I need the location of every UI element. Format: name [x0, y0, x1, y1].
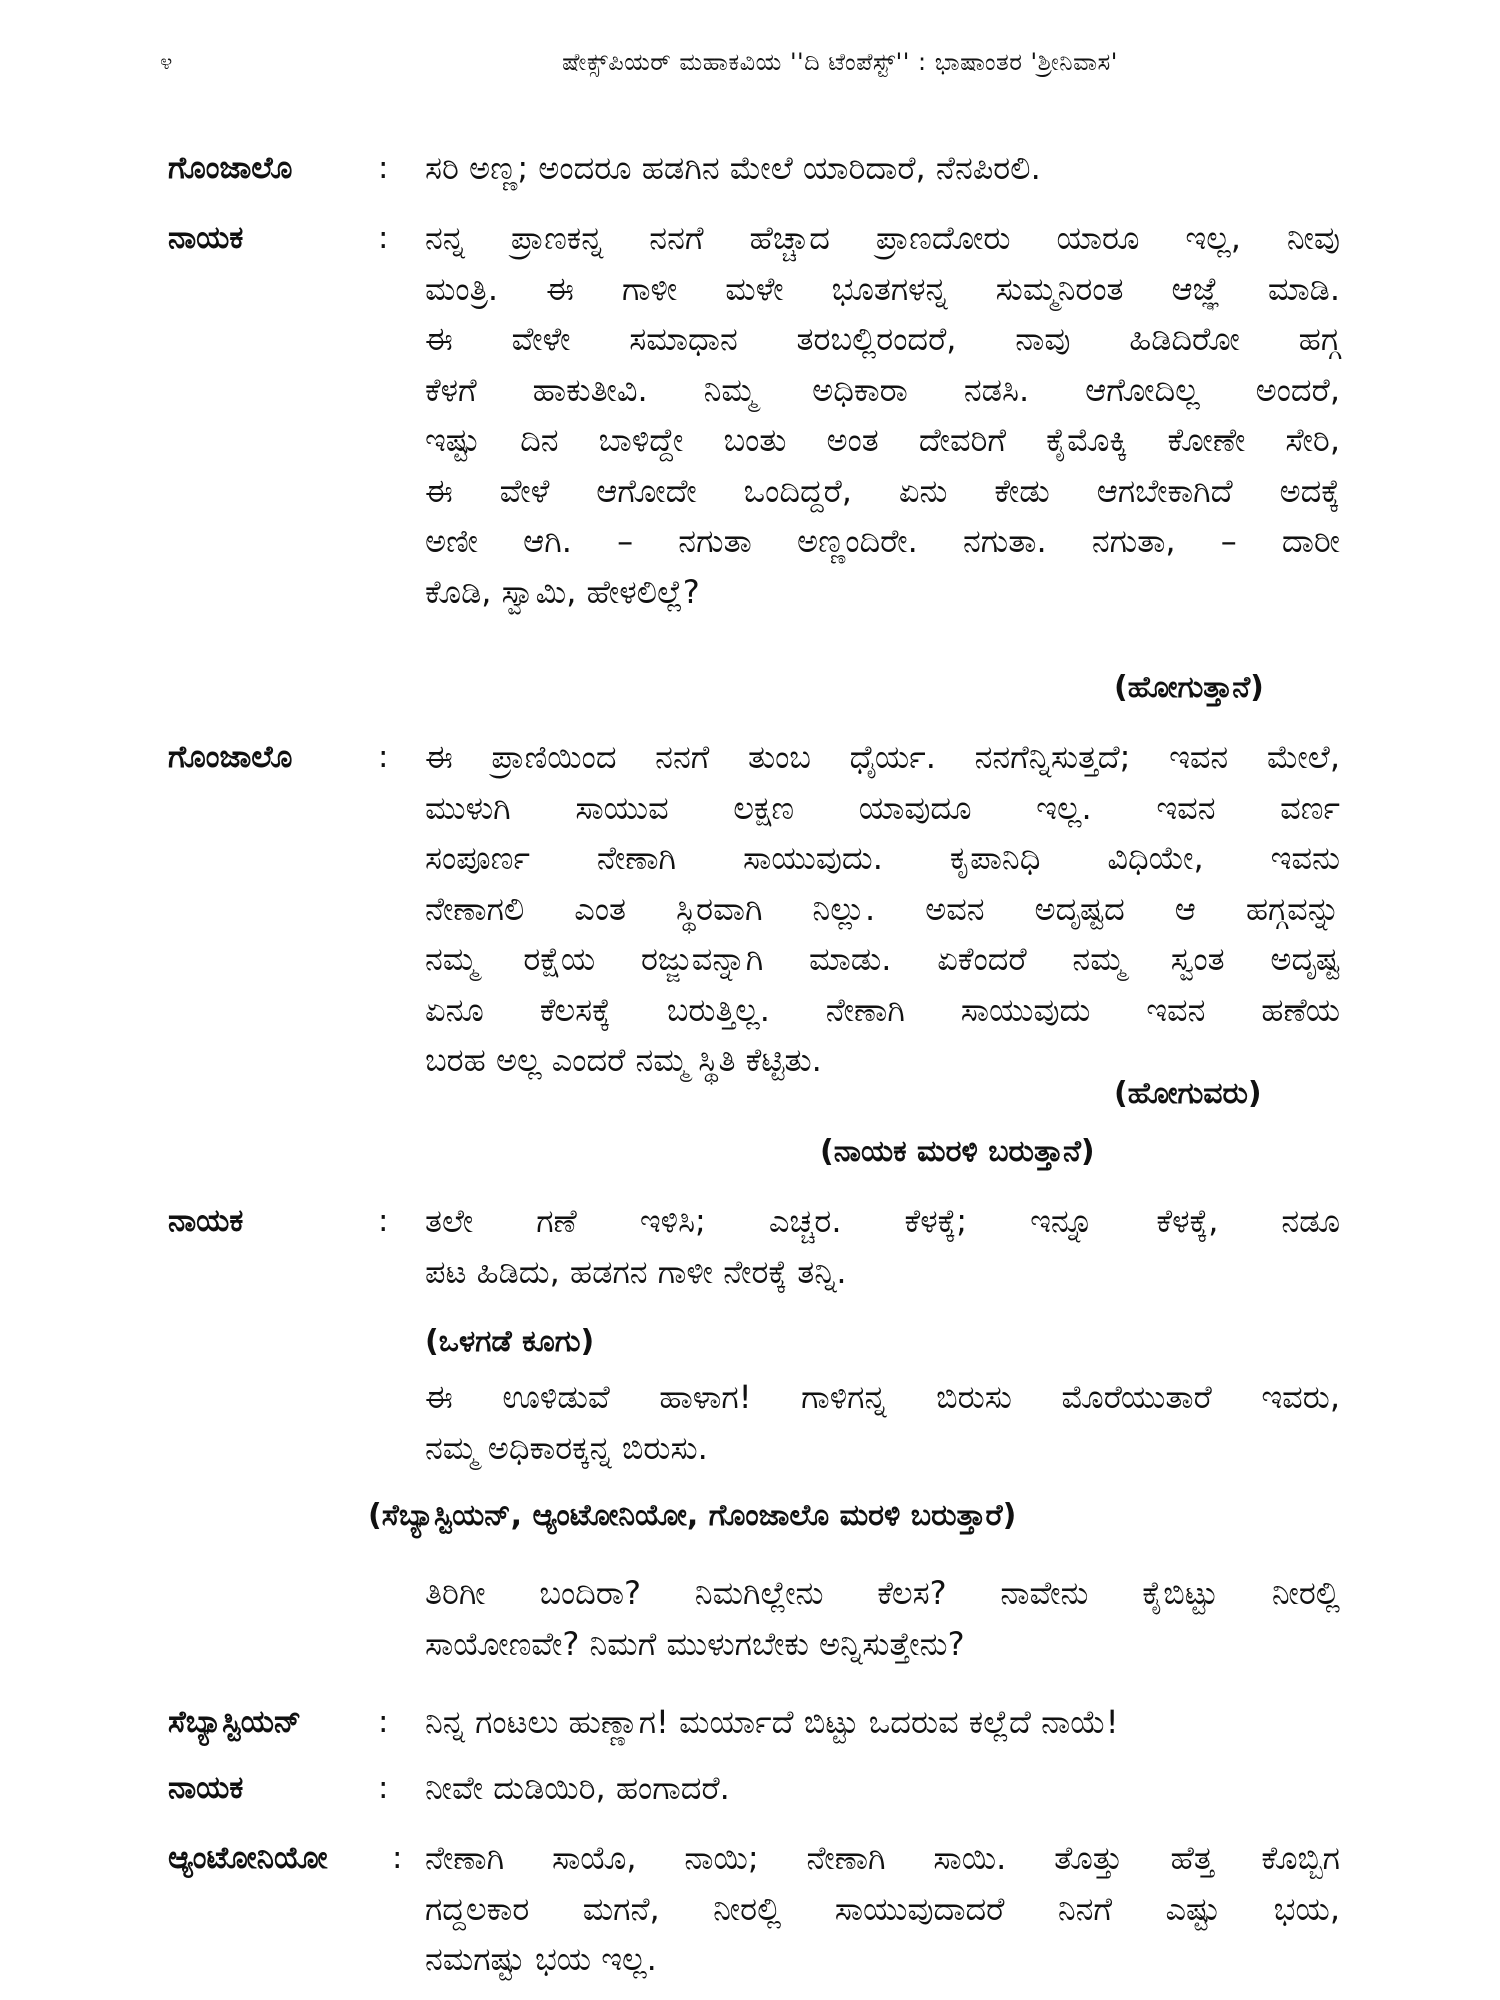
speech-line: ನಮ್ಮ ರಕ್ಷೆಯ ರಜ್ಜುವನ್ನಾಗಿ ಮಾಡು. ಏಕೆಂದರೆ ನಮ್ಮ ಸ್ವಂತ ಅದೃಷ್ಟ — [425, 940, 1340, 978]
stage-direction-exits: (ಹೋಗುತ್ತಾನೆ) — [1114, 670, 1264, 705]
speech-text — [425, 1697, 1340, 1748]
speaker-name: ಆ್ಯಂಟೋನಿಯೋ — [168, 1840, 328, 1876]
speaker-colon: : — [392, 1840, 403, 1876]
stage-direction-others-return: (ಸೆಬ್ಯಾಸ್ಟಿಯನ್, ಆ್ಯಂಟೋನಿಯೋ, ಗೊಂಜಾಲೊ ಮರಳಿ ಬರುತ್ತಾರೆ) — [368, 1498, 1017, 1533]
speech-line: ಏನೂ ಕೆಲಸಕ್ಕೆ ಬರುತ್ತಿಲ್ಲ. ನೇಣಾಗಿ ಸಾಯುವುದು ಇವನ ಹಣೆಯ — [425, 990, 1340, 1029]
speaker-name: ಗೊಂಜಾಲೊ — [168, 150, 293, 186]
speech-line: ಗದ್ದಲಕಾರ ಮಗನೆ, ನೀರಲ್ಲಿ ಸಾಯುವುದಾದರೆ ನಿನಗೆ ಎಷ್ಟು ಭಯ, — [425, 1889, 1340, 1928]
speech-line: ಕೆಳಗೆ ಹಾಕುತೀವಿ. ನಿಮ್ಮ ಅಧಿಕಾರಾ ನಡಸಿ. ಆಗೋದಿಲ್ಲ ಅಂದರೆ, — [425, 370, 1340, 409]
speech-text — [425, 732, 1340, 1086]
speech-text — [425, 213, 1340, 617]
speech-line: ಈ ಊಳಿಡುವೆ ಹಾಳಾಗ! ಗಾಳಿಗನ್ನ ಬಿರುಸು ಮೊರೆಯುತಾರೆ ಇವರು, — [425, 1378, 1340, 1416]
speech-text — [425, 1568, 1340, 1669]
speech-line: ನನ್ನ ಪ್ರಾಣಕನ್ನ ನನಗೆ ಹೆಚ್ಚಾದ ಪ್ರಾಣದೋರು ಯಾರೂ ಇಲ್ಲ, ನೀವು — [425, 219, 1340, 257]
speech-line: ನಮಗಷ್ಟು ಭಯ ಇಲ್ಲ. — [425, 1940, 657, 1978]
page-number: ೪ — [160, 50, 173, 75]
speech-line: ನಿನ್ನ ಗಂಟಲು ಹುಣ್ಣಾಗ! ಮರ್ಯಾದೆ ಬಿಟ್ಟು ಒದರುವ ಕಲ್ಲೆದೆ ನಾಯೆ! — [425, 1703, 1119, 1741]
speaker-colon: : — [378, 220, 389, 256]
speech-line: ಈ ವೇಳೇ ಸಮಾಧಾನ ತರಬಲ್ಲಿರಂದರೆ, ನಾವು ಹಿಡಿದಿರೋ ಹಗ್ಗ — [425, 320, 1340, 358]
speaker-name: ಸೆಬ್ಯಾಸ್ಟಿಯನ್ — [168, 1704, 302, 1740]
speaker-colon: : — [378, 150, 389, 186]
speech-line: ಮುಳುಗಿ ಸಾಯುವ ಲಕ್ಷಣ ಯಾವುದೂ ಇಲ್ಲ. ಇವನ ವರ್ಣ — [425, 788, 1340, 827]
speech-line: ಮಂತ್ರಿ. ಈ ಗಾಳೀ ಮಳೇ ಭೂತಗಳನ್ನ ಸುಮ್ಮನಿರಂತ ಆಜ್ಞೆ ಮಾಡಿ. — [425, 269, 1340, 308]
speech-line: ತಲೇ ಗಣೆ ಇಳಿಸಿ; ಎಚ್ಚರ. ಕೆಳಕ್ಕೆ; ಇನ್ನೂ ಕೆಳಕ್ಕೆ, ನಡೂ — [425, 1202, 1340, 1240]
speaker-colon: : — [378, 1770, 389, 1806]
speech-line: ಇಷ್ಟು ದಿನ ಬಾಳಿದ್ದೇ ಬಂತು ಅಂತ ದೇವರಿಗೆ ಕೈಮೊಕ್ಕಿ ಕೋಣೇ ಸೇರಿ, — [425, 421, 1340, 459]
stage-direction-nayaka-returns: (ನಾಯಕ ಮರಳಿ ಬರುತ್ತಾನೆ) — [820, 1134, 1095, 1169]
speech-line: ಸರಿ ಅಣ್ಣ; ಅಂದರೂ ಹಡಗಿನ ಮೇಲೆ ಯಾರಿದಾರೆ, ನೆನಪಿರಲಿ. — [425, 149, 1041, 187]
stage-direction-cry-within: (ಒಳಗಡೆ ಕೂಗು) — [425, 1324, 595, 1359]
speech-line: ನೀವೇ ದುಡಿಯಿರಿ, ಹಂಗಾದರೆ. — [425, 1769, 730, 1807]
speech-line: ನೇಣಾಗಲಿ ಎಂತ ಸ್ಥಿರವಾಗಿ ನಿಲ್ಲು. ಅವನ ಅದೃಷ್ಟದ ಆ ಹಗ್ಗವನ್ನು — [425, 889, 1340, 928]
speech-text — [425, 1763, 1340, 1814]
speech-line: ತಿರಿಗೀ ಬಂದಿರಾ? ನಿಮಗಿಲ್ಲೇನು ಕೆಲಸ? ನಾವೇನು ಕೈಬಿಟ್ಟು ನೀರಲ್ಲಿ — [425, 1574, 1340, 1612]
stage-direction-exit-all: (ಹೋಗುವರು) — [1114, 1076, 1262, 1111]
speech-text — [425, 143, 1340, 194]
speaker-colon: : — [378, 1203, 389, 1239]
speech-line: ಸಂಪೂರ್ಣ ನೇಣಾಗಿ ಸಾಯುವುದು. ಕೃಪಾನಿಧಿ ವಿಧಿಯೇ, ಇವನು — [425, 839, 1340, 877]
speech-text — [425, 1372, 1340, 1473]
speaker-name: ನಾಯಕ — [168, 1203, 244, 1239]
speech-line: ಪಟ ಹಿಡಿದು, ಹಡಗನ ಗಾಳೀ ನೇರಕ್ಕೆ ತನ್ನಿ. — [425, 1252, 847, 1291]
speaker-colon: : — [378, 1704, 389, 1740]
speaker-name: ಗೊಂಜಾಲೊ — [168, 739, 293, 775]
speech-line: ಅಣೀ ಆಗಿ. – ನಗುತಾ ಅಣ್ಣಂದಿರೇ. ನಗುತಾ. ನಗುತಾ, – ದಾರೀ — [425, 522, 1340, 560]
speech-line: ಈ ಪ್ರಾಣಿಯಿಂದ ನನಗೆ ತುಂಬ ಧೈರ್ಯ. ನನಗೆನ್ನಿಸುತ್ತದೆ; ಇವನ ಮೇಲೆ, — [425, 738, 1340, 776]
speech-line: ಕೊಡಿ, ಸ್ವಾಮಿ, ಹೇಳಲಿಲ್ಲೆ? — [425, 572, 700, 611]
speaker-name: ನಾಯಕ — [168, 1770, 244, 1806]
speech-line: ನೇಣಾಗಿ ಸಾಯೊ, ನಾಯಿ; ನೇಣಾಗಿ ಸಾಯಿ. ತೊತ್ತು ಹೆತ್ತ ಕೊಬ್ಬಿಗ — [425, 1839, 1340, 1877]
running-title: ಷೇಕ್ಸ್‌ಪಿಯರ್ ಮಹಾಕವಿಯ ''ದಿ ಟೆಂಪೆಸ್ಟ್'' : ಭಾಷಾಂತರ 'ಶ್ರೀನಿವಾಸ' — [562, 48, 1118, 76]
page-header — [0, 44, 1500, 84]
speaker-colon: : — [378, 739, 389, 775]
speech-text — [425, 1833, 1340, 1985]
speech-line: ಈ ವೇಳೆ ಆಗೋದೇ ಒಂದಿದ್ದರೆ, ಏನು ಕೇಡು ಆಗಬೇಕಾಗಿದೆ ಅದಕ್ಕೆ — [425, 471, 1340, 510]
speaker-name: ನಾಯಕ — [168, 220, 244, 256]
speech-line: ನಮ್ಮ ಅಧಿಕಾರಕ್ಕನ್ನ ಬಿರುಸು. — [425, 1428, 708, 1467]
speech-line: ಬರಹ ಅಲ್ಲ ಎಂದರೆ ನಮ್ಮ ಸ್ಥಿತಿ ಕೆಟ್ಟಿತು. — [425, 1041, 822, 1079]
speech-text — [425, 1196, 1340, 1297]
speech-line: ಸಾಯೋಣವೇ? ನಿಮಗೆ ಮುಳುಗಬೇಕು ಅನ್ನಿಸುತ್ತೇನು? — [425, 1624, 965, 1663]
